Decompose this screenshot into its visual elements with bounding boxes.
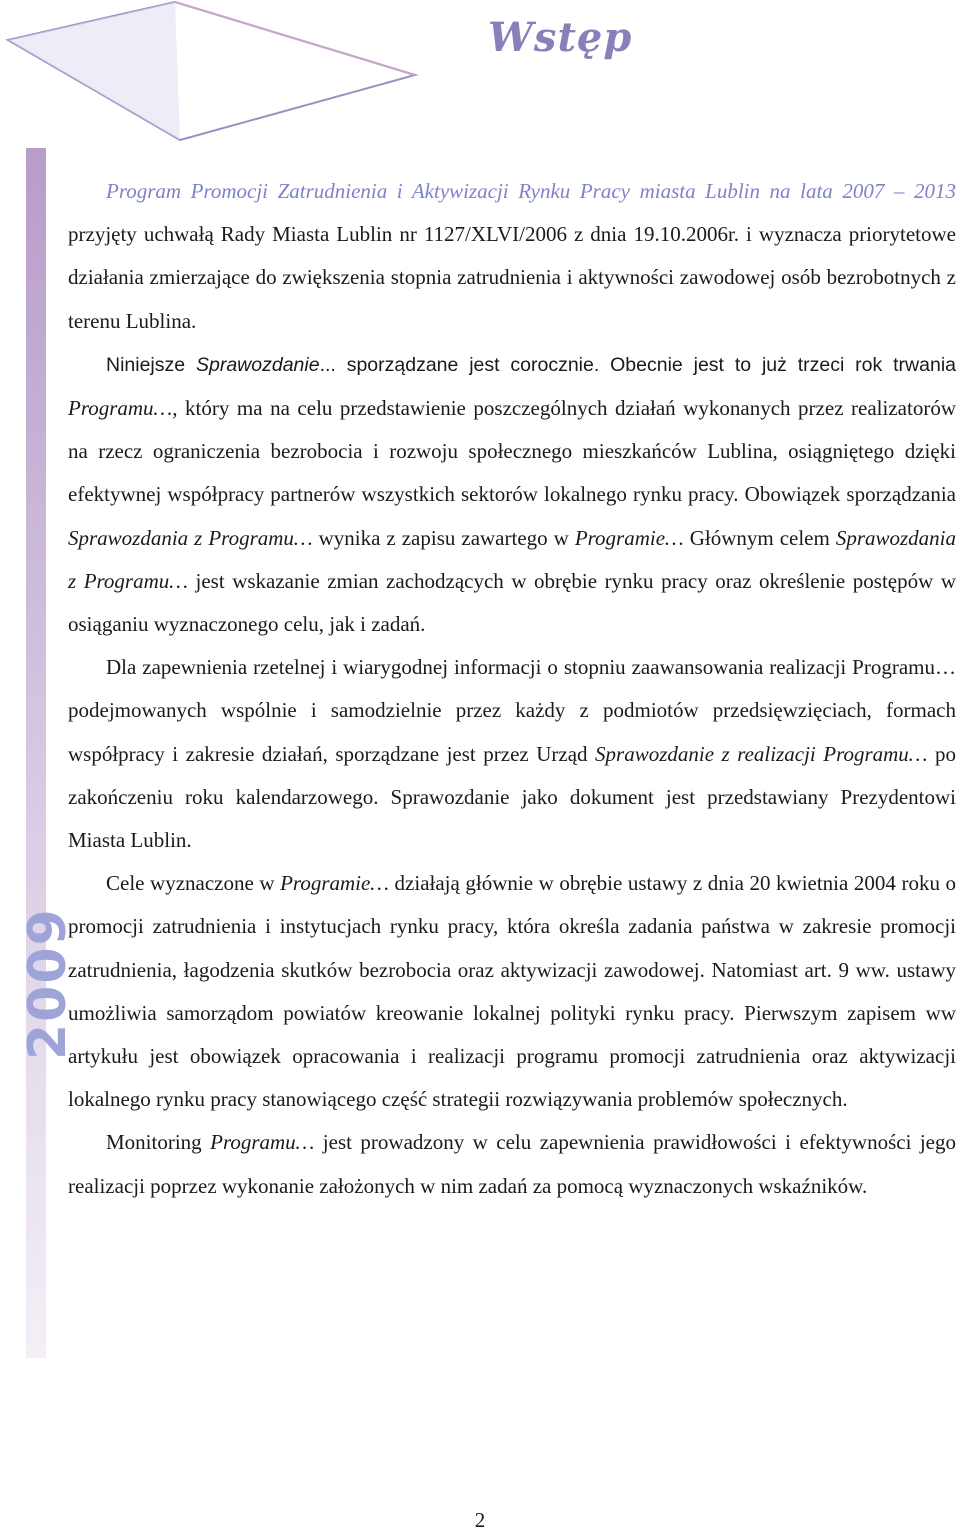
paragraph-text: Monitoring xyxy=(106,1130,211,1155)
paragraph-text: Niniejsze xyxy=(106,353,196,376)
paragraph-text: działają głównie w obrębie ustawy z dnia 20 kwietnia 2004 roku o promocji zatrudnienia i instytucjach rynku pracy, która określa zadania państwa w zakresie promocji zatrudnienia, łagodzenia skutków bezrobocia oraz aktywizacji zawodowej. Natomiast art. 9 ww. ustawy umożliwia samorządom powiatów kreowanie lokalnej polityki rynku pracy. Pierwszym zapisem ww artykułu jest obowiązek opracowania i realizacji programu promocji zatrudnienia oraz aktywizacji lokalnego rynku pracy stanowiącego część strategii rozwiązywania problemów społecznych. xyxy=(68,871,956,1112)
document-body xyxy=(68,170,956,1208)
paragraph-text: Głównym celem xyxy=(683,525,836,550)
paragraph-text: jest wskazanie zmian zachodzących w obrębie rynku pracy oraz określenie postępów w osiąganiu wyznaczonego celu, jak i zadań. xyxy=(68,568,956,637)
paragraph-text: , który ma na celu przedstawienie poszczególnych działań wykonanych przez realizatorów na rzecz ograniczenia bezrobocia i rozwoju społecznego mieszkańców Lublina, osiągniętego dzięki efektywnej współpracy partnerów wszystkich sektorów lokalnego rynku pracy. Obowiązek sporządzania xyxy=(68,396,956,507)
emphasis-text: Programu… xyxy=(210,1130,315,1155)
year-label: 2009 xyxy=(18,907,78,1060)
paragraph-reliability xyxy=(68,646,956,862)
paragraph-text: ... sporządzane jest corocznie. Obecnie jest to już trzeci rok trwania xyxy=(319,353,956,376)
section-title: Wstęp xyxy=(488,14,633,61)
emphasis-text: Sprawozdanie z realizacji Programu… xyxy=(595,741,928,766)
paragraph-intro xyxy=(68,170,956,343)
program-title: Program Promocji Zatrudnienia i Aktywizacji Rynku Pracy miasta Lublin na lata 2007 – 2013 xyxy=(106,179,956,203)
page-number: 2 xyxy=(474,1508,486,1532)
paragraph-goals xyxy=(68,862,956,1121)
emphasis-text: Programie… xyxy=(574,525,684,550)
side-decoration-bar xyxy=(26,148,46,1358)
paragraph-text: po zakończeniu roku kalendarzowego. Sprawozdanie jako dokument jest przedstawiany Prezydentowi Miasta Lublin. xyxy=(68,741,956,853)
emphasis-text: Sprawozdanie xyxy=(195,353,320,376)
paragraph-text: przyjęty uchwałą Rady Miasta Lublin nr 1127/XLVI/2006 z dnia 19.10.2006r. i wyznacza priorytetowe działania zmierzające do zwiększenia stopnia zatrudnienia i aktywności zawodowej osób bezrobotnych z terenu Lublina. xyxy=(68,222,956,333)
emphasis-text: Sprawozdania z Programu… xyxy=(68,525,313,550)
paragraph-monitoring xyxy=(68,1121,956,1207)
emphasis-text: Sprawozdania z Programu… xyxy=(68,525,957,593)
paragraph-text: jest prowadzony w celu zapewnienia prawidłowości i efektywności jego realizacji poprzez wykonanie założonych w nim zadań za pomocą wyznaczonych wskaźników. xyxy=(68,1130,957,1198)
emphasis-text: Programu… xyxy=(68,396,173,421)
paragraph-report xyxy=(68,343,956,646)
paragraph-text: wynika z zapisu zawartego w xyxy=(312,525,575,550)
paragraph-text: Cele wyznaczone w xyxy=(106,871,281,896)
paragraph-text: Dla zapewnienia rzetelnej i wiarygodnej informacji o stopniu zaawansowania realizacji Programu… podejmowanych wspólnie i samodzielnie przez każdy z podmiotów przedsięwzięciach, formach współpracy i zakresie działań, sporządzane jest przez Urząd xyxy=(68,655,956,766)
emphasis-text: Programie… xyxy=(280,871,389,896)
header-decoration xyxy=(0,0,960,150)
